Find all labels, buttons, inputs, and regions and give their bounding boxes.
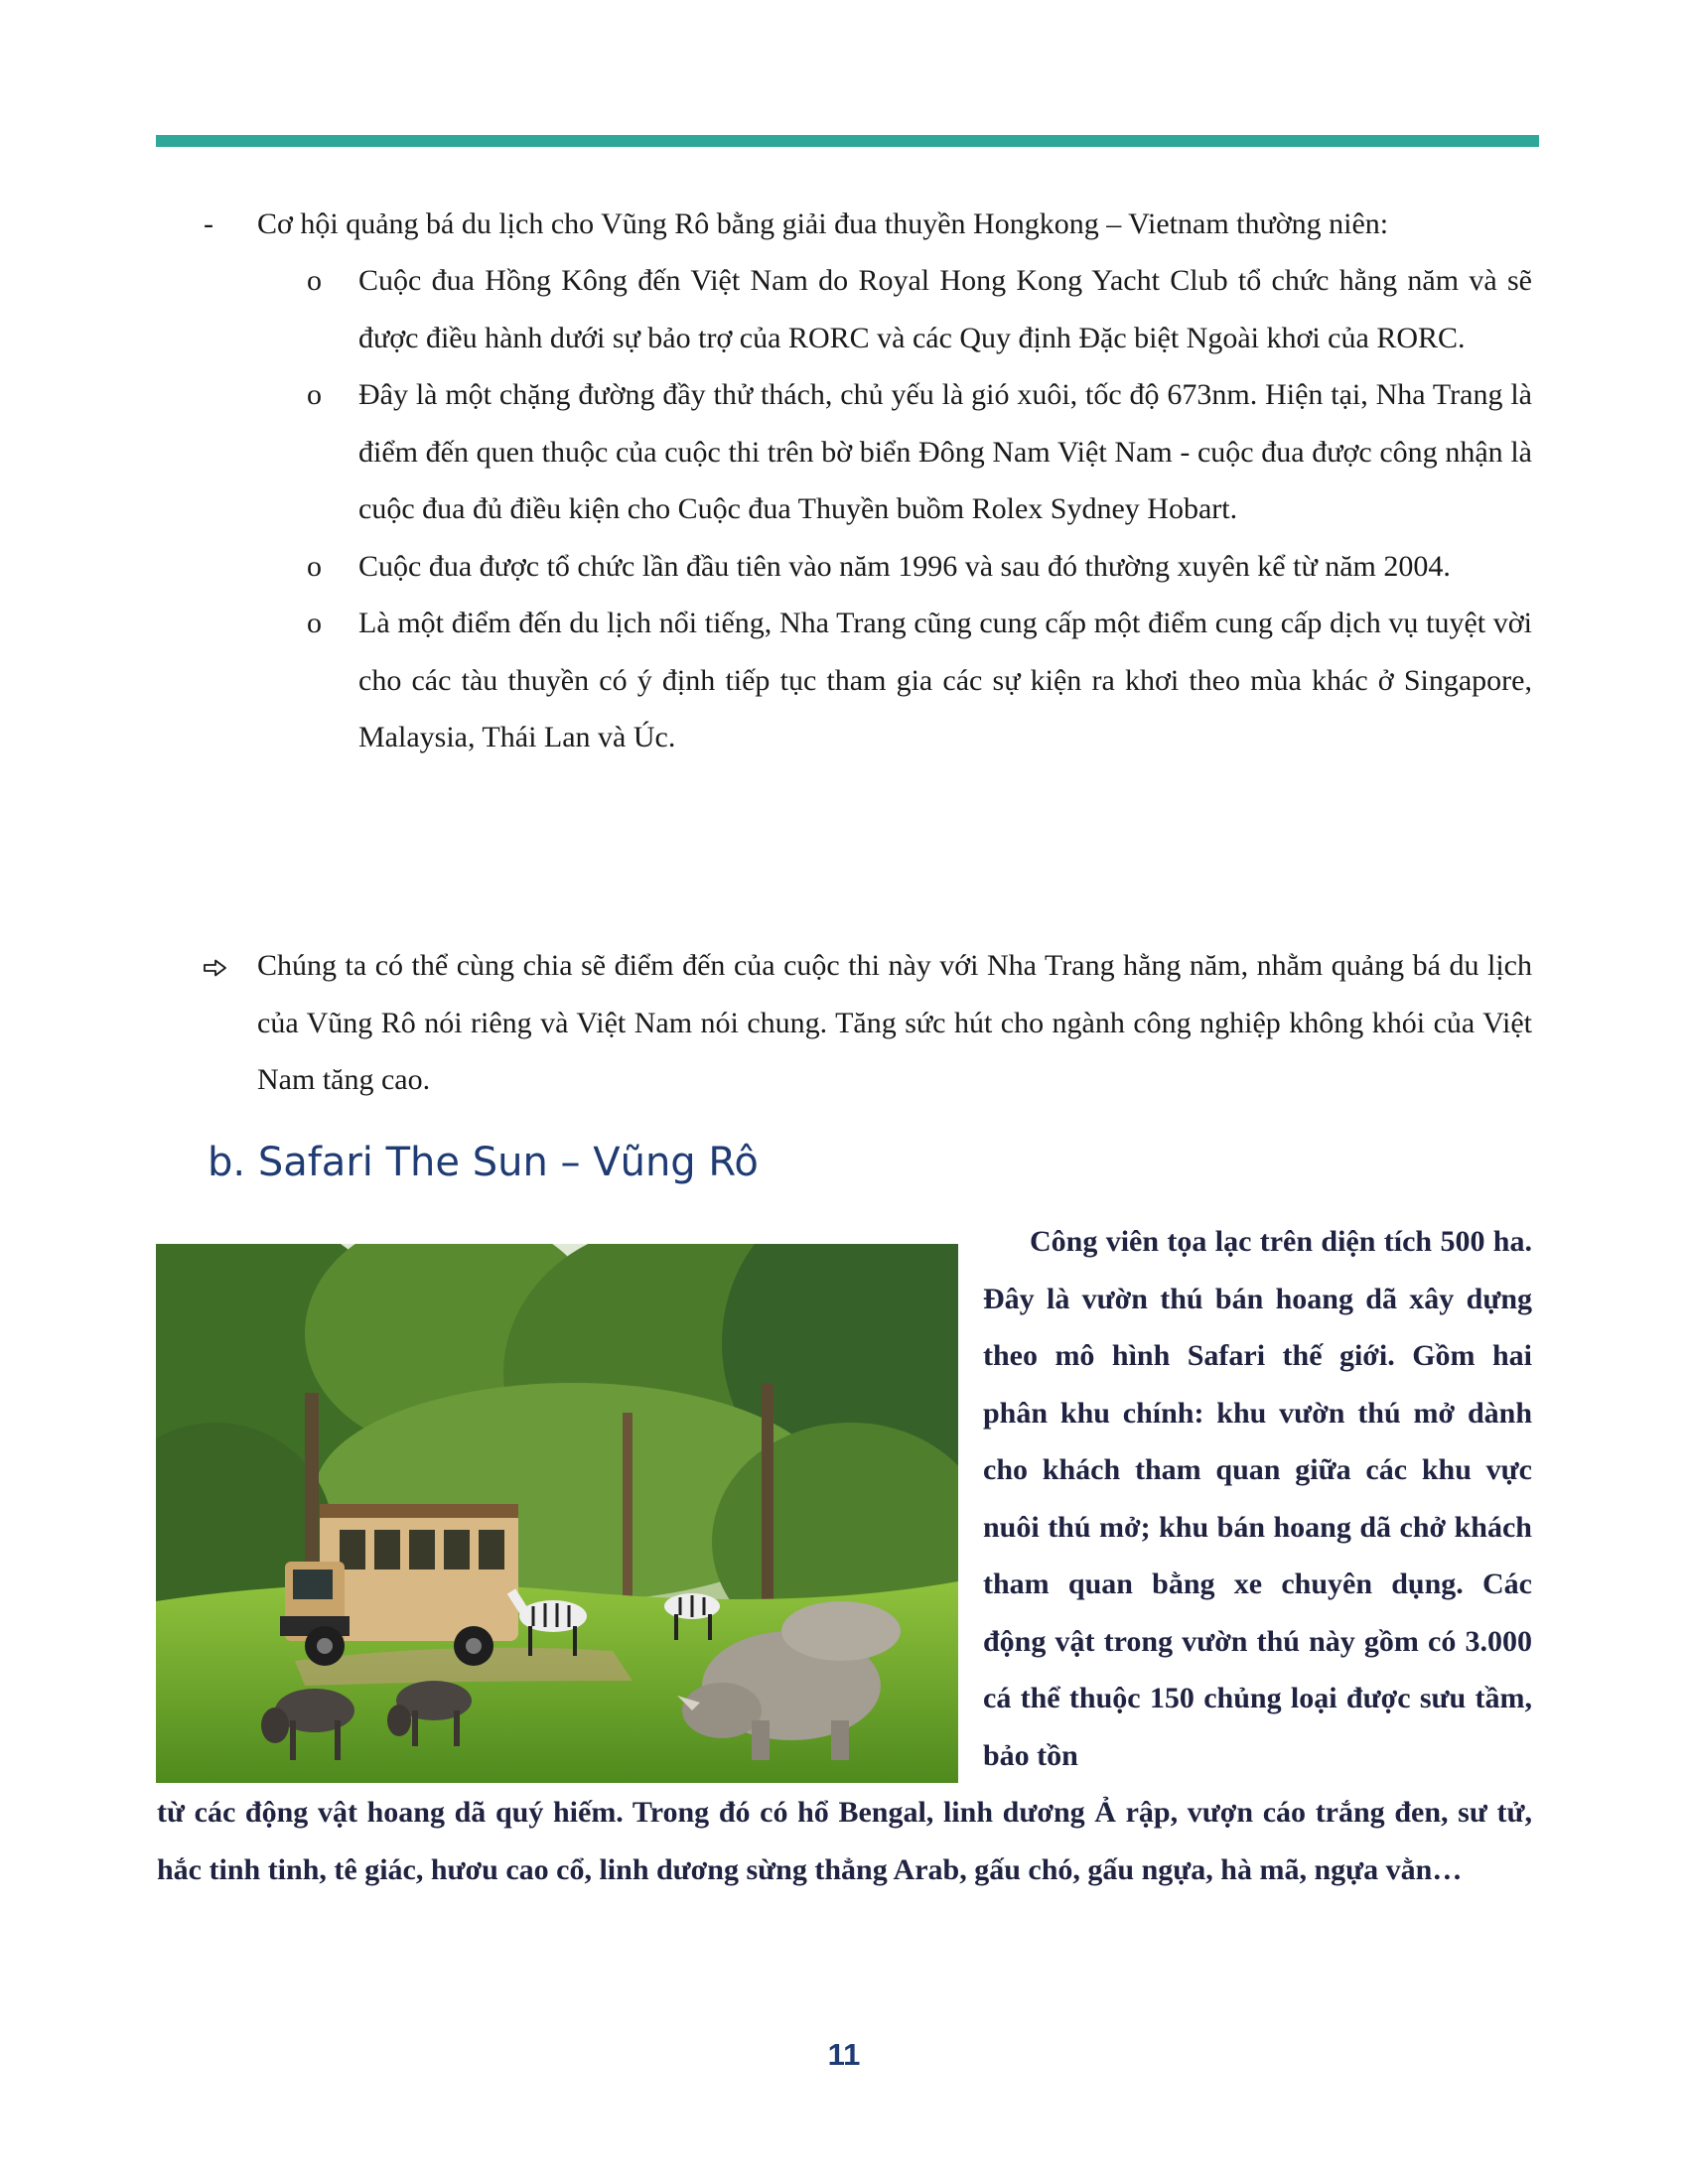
conclusion-text: Chúng ta có thể cùng chia sẽ điểm đến của cuộc thi này với Nha Trang hằng năm, nhằm quảng bá du lịch của Vũng Rô nói riêng và Việt Nam nói chung. Tăng sức hút cho ngành công nghiệp không khói của Việt Nam tăng cao. bbox=[257, 949, 1532, 1096]
safari-photo bbox=[156, 1244, 958, 1783]
arrow-bullet bbox=[204, 937, 253, 997]
circle-bullet: o bbox=[307, 607, 322, 639]
circle-bullet: o bbox=[307, 378, 322, 411]
sub-item-text: Đây là một chặng đường đầy thử thách, chủ yếu là gió xuôi, tốc độ 673nm. Hiện tại, Nha Trang là điểm đến quen thuộc của cuộc thi trên bờ biển Đông Nam Việt Nam - cuộc đua được công nhận là cuộc đua đủ điều kiện cho Cuộc đua Thuyền buồm Rolex Sydney Hobart. bbox=[358, 378, 1532, 525]
safari-illustration bbox=[156, 1244, 958, 1783]
safari-paragraph-side bbox=[983, 1213, 1532, 1784]
safari-paragraph-tail bbox=[157, 1784, 1532, 1898]
circle-bullet: o bbox=[307, 264, 322, 297]
outline-right-arrow-icon bbox=[204, 959, 227, 977]
sub-item-text: Cuộc đua được tổ chức lần đầu tiên vào năm 1996 và sau đó thường xuyên kể từ năm 2004. bbox=[358, 549, 1451, 583]
circle-bullet: o bbox=[307, 549, 322, 583]
bullet-text: Cơ hội quảng bá du lịch cho Vũng Rô bằng giải đua thuyền Hongkong – Vietnam thường niên: bbox=[257, 207, 1389, 240]
sub-list-item bbox=[307, 252, 1532, 366]
conclusion-item bbox=[204, 937, 1532, 1109]
sub-list-item bbox=[307, 366, 1532, 538]
section-heading: b. Safari The Sun – Vũng Rô bbox=[208, 1140, 759, 1185]
sub-list-item bbox=[307, 538, 1532, 596]
sub-list-item bbox=[307, 595, 1532, 766]
page-number: 11 bbox=[827, 2037, 861, 2072]
side-paragraph-text: Công viên tọa lạc trên diện tích 500 ha. Đây là vườn thú bán hoang dã xây dựng theo mô hình Safari thế giới. Gồm hai phân khu chính: khu vườn thú mở dành cho khách tham quan giữa các khu vực nuôi thú mở; khu bán hoang dã chở khách tham quan bằng xe chuyên dụng. Các động vật trong vườn thú này gồm có 3.000 cá thể thuộc 150 chủng loại được sưu tầm, bảo tồn bbox=[983, 1225, 1532, 1772]
dash-bullet: - bbox=[204, 207, 213, 240]
tail-paragraph-text: từ các động vật hoang dã quý hiếm. Trong đó có hổ Bengal, linh dương Ả rập, vượn cáo trắng đen, sư tử, hắc tinh tinh, tê giác, hươu cao cổ, linh dương sừng thẳng Arab, gấu chó, gấu ngựa, hà mã, ngựa vằn… bbox=[157, 1796, 1532, 1886]
sub-list bbox=[307, 252, 1532, 766]
sub-item-text: Là một điểm đến du lịch nổi tiếng, Nha Trang cũng cung cấp một điểm cung cấp dịch vụ tuyệt vời cho các tàu thuyền có ý định tiếp tục tham gia các sự kiện ra khơi theo mùa khác ở Singapore, Malaysia, Thái Lan và Úc. bbox=[358, 607, 1532, 753]
header-rule bbox=[156, 135, 1539, 147]
sub-item-text: Cuộc đua Hồng Kông đến Việt Nam do Royal Hong Kong Yacht Club tổ chức hằng năm và sẽ được điều hành dưới sự bảo trợ của RORC và các Quy định Đặc biệt Ngoài khơi của RORC. bbox=[358, 264, 1532, 354]
